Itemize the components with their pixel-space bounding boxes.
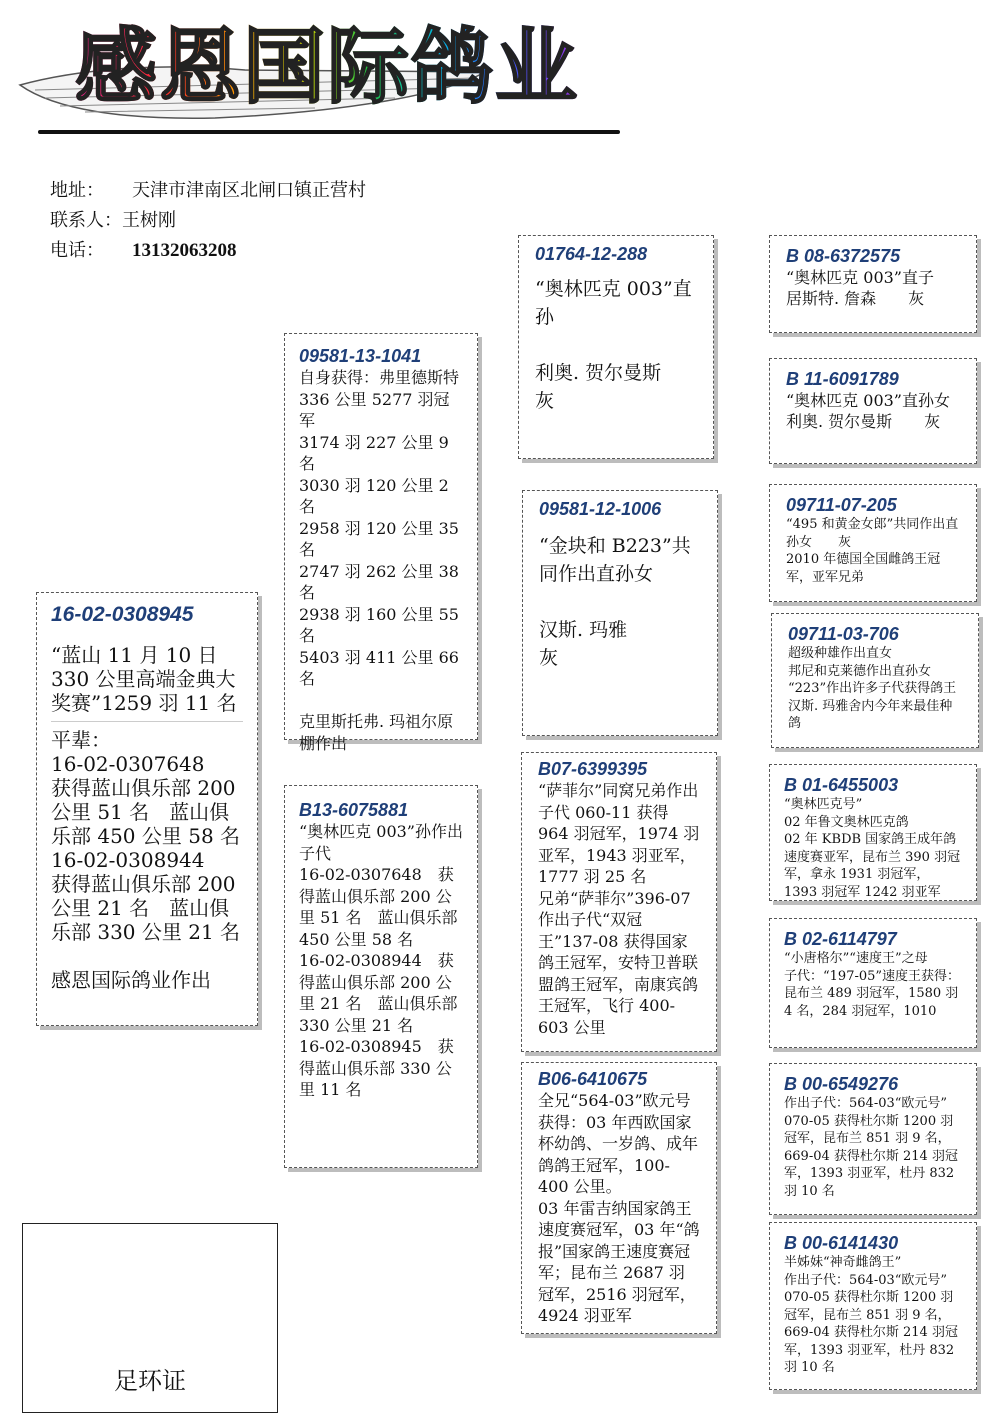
grandparent-ring-3: B07-6399395 — [538, 759, 648, 779]
great-grandparent-text-6: “小唐格尔”“速度王”之母 子代：“197-05”速度王获得：昆布兰 489 羽冠军，1580 羽 4 名，284 羽冠军，1010 — [784, 951, 961, 1019]
person-value: 王树刚 — [122, 210, 176, 231]
great-grandparent-text-3: “495 和黄金女郎”共同作出直孙女 灰 2010 年德国全国雌鸽王冠军，亚军兄弟 — [786, 517, 959, 585]
great-grandparent-box-3 — [769, 484, 977, 602]
dam-box — [284, 785, 478, 1168]
subject-ring: 16-02-0308945 — [51, 603, 194, 626]
logo-title: 感恩国际鸽业 — [75, 2, 579, 119]
grandparent-ring-1: 01764-12-288 — [535, 244, 648, 264]
contact-person-line — [50, 206, 176, 232]
grandparent-box-3 — [521, 752, 717, 1052]
great-grandparent-text-4: 超级种雄作出直女 邦尼和克莱德作出直孙女 “223”作出许多子代获得鸽王 汉斯. 玛雅舍内今年来最佳种鸽 — [788, 646, 957, 731]
great-grandparent-box-8 — [769, 1222, 977, 1390]
great-grandparent-ring-6: B 02-6114797 — [784, 929, 897, 949]
grandparent-ring-2: 09581-12-1006 — [539, 499, 662, 519]
leg-ring-certificate-box — [22, 1223, 278, 1413]
great-grandparent-box-7 — [769, 1063, 977, 1215]
phone-label: 电话： — [50, 240, 104, 261]
address-label: 地址： — [50, 180, 104, 201]
great-grandparent-box-4 — [771, 613, 979, 748]
great-grandparent-box-1 — [769, 235, 977, 333]
address-line — [50, 176, 366, 202]
grandparent-box-1 — [518, 235, 714, 459]
great-grandparent-ring-1: B 08-6372575 — [786, 246, 901, 266]
logo — [15, 0, 625, 140]
grandparent-ring-4: B06-6410675 — [538, 1069, 648, 1089]
grandparent-box-4 — [521, 1062, 717, 1334]
subject-text: “蓝山 11 月 10 日 330 公里高端金典大奖赛”1259 羽 11 名 — [51, 643, 237, 715]
great-grandparent-ring-4: 09711-03-706 — [788, 624, 899, 644]
phone-value: 13132063208 — [132, 240, 237, 261]
great-grandparent-ring-2: B 11-6091789 — [786, 369, 899, 389]
person-label: 联系人： — [50, 210, 122, 231]
divider — [51, 721, 243, 722]
dam-ring: B13-6075881 — [299, 800, 409, 820]
great-grandparent-ring-8: B 00-6141430 — [784, 1233, 899, 1253]
address-value: 天津市津南区北闸口镇正营村 — [132, 180, 366, 201]
dam-text: “奥林匹克 003”孙作出子代 16-02-0307648 获得蓝山俱乐部 200 公里 51 名 蓝山俱乐部 450 公里 58 名 16-02-0308944 获得蓝山俱乐部 200 公里 21 名 蓝山俱乐部 330 公里 21 名 16-02-0308945 获得蓝山俱乐部 330 公里 11 名 — [299, 822, 463, 1099]
grandparent-text-2: “金块和 B223”共同作出直孙女 汉斯. 玛雅 灰 — [539, 535, 691, 669]
grandparent-text-3: “萨菲尔”同窝兄弟作出子代 060-11 获得 964 羽冠军，1974 羽亚军，1943 羽亚军，1777 羽 25 名 兄弟“萨菲尔”396-07 作出子代“双冠王”137-08 获得国家鸽王冠军，安特卫普联盟鸽王冠军，南康宾鸽王冠军，飞行 400-603 公里 — [538, 781, 700, 1037]
sire-box — [284, 333, 478, 753]
subject-box — [36, 592, 258, 1026]
great-grandparent-box-6 — [769, 918, 977, 1048]
sire-text: 自身获得：弗里德斯特 336 公里 5277 羽冠军 3174 羽 227 公里 9 名 3030 羽 120 公里 2 名 2958 羽 120 公里 35 名 2747 羽 262 公里 38 名 2938 羽 160 公里 55 名 5403 羽 411 公里 66 名 克里斯托弗. 玛祖尔原棚作出 — [299, 368, 460, 753]
great-grandparent-box-5 — [769, 764, 977, 901]
grandparent-text-1: “奥林匹克 003”直孙 利奥. 贺尔曼斯 灰 — [535, 278, 692, 412]
great-grandparent-text-1: “奥林匹克 003”直子 居斯特. 詹森 灰 — [786, 268, 934, 308]
sire-ring: 09581-13-1041 — [299, 346, 422, 366]
great-grandparent-text-2: “奥林匹克 003”直孙女 利奥. 贺尔曼斯 灰 — [786, 391, 950, 431]
great-grandparent-ring-7: B 00-6549276 — [784, 1074, 899, 1094]
great-grandparent-text-5: “奥林匹克号” 02 年鲁文奥林匹克鸽 02 年 KBDB 国家鸽王成年鸽速度赛亚军，昆布兰 390 羽冠军，拿永 1931 羽冠军，1393 羽冠军 1242 羽亚军 — [784, 797, 961, 900]
great-grandparent-ring-3: 09711-07-205 — [786, 495, 897, 515]
header-rule — [38, 130, 620, 134]
subject-siblings: 平辈： 16-02-0307648 获得蓝山俱乐部 200 公里 51 名 蓝山俱乐部 450 公里 58 名 16-02-0308944 获得蓝山俱乐部 200 公里 21 名 蓝山俱乐部 330 公里 21 名 感恩国际鸽业作出 — [51, 728, 241, 992]
leg-ring-certificate-label: 足环证 — [114, 1367, 186, 1395]
phone-line — [50, 236, 237, 262]
grandparent-box-2 — [522, 490, 718, 736]
great-grandparent-box-2 — [769, 358, 977, 464]
grandparent-text-4: 全兄“564-03”欧元号获得：03 年西欧国家杯幼鸽、一岁鸽、成年鸽鸽王冠军，100-400 公里。 03 年雷吉纳国家鸽王速度赛冠军，03 年“鸽报”国家鸽王速度赛冠军；昆布兰 2687 羽冠军，2516 羽冠军，4924 羽亚军 — [538, 1091, 700, 1325]
great-grandparent-text-7: 作出子代：564-03“欧元号” 070-05 获得杜尔斯 1200 羽冠军，昆布兰 851 羽 9 名，669-04 获得杜尔斯 214 羽冠军，1393 羽亚军，杜丹 832 羽 10 名 — [784, 1096, 959, 1199]
great-grandparent-text-8: 半姊妹“神奇雌鸽王” 作出子代：564-03“欧元号” 070-05 获得杜尔斯 1200 羽冠军，昆布兰 851 羽 9 名，669-04 获得杜尔斯 214 羽冠军，1393 羽亚军，杜丹 832 羽 10 名 — [784, 1255, 958, 1375]
great-grandparent-ring-5: B 01-6455003 — [784, 775, 899, 795]
